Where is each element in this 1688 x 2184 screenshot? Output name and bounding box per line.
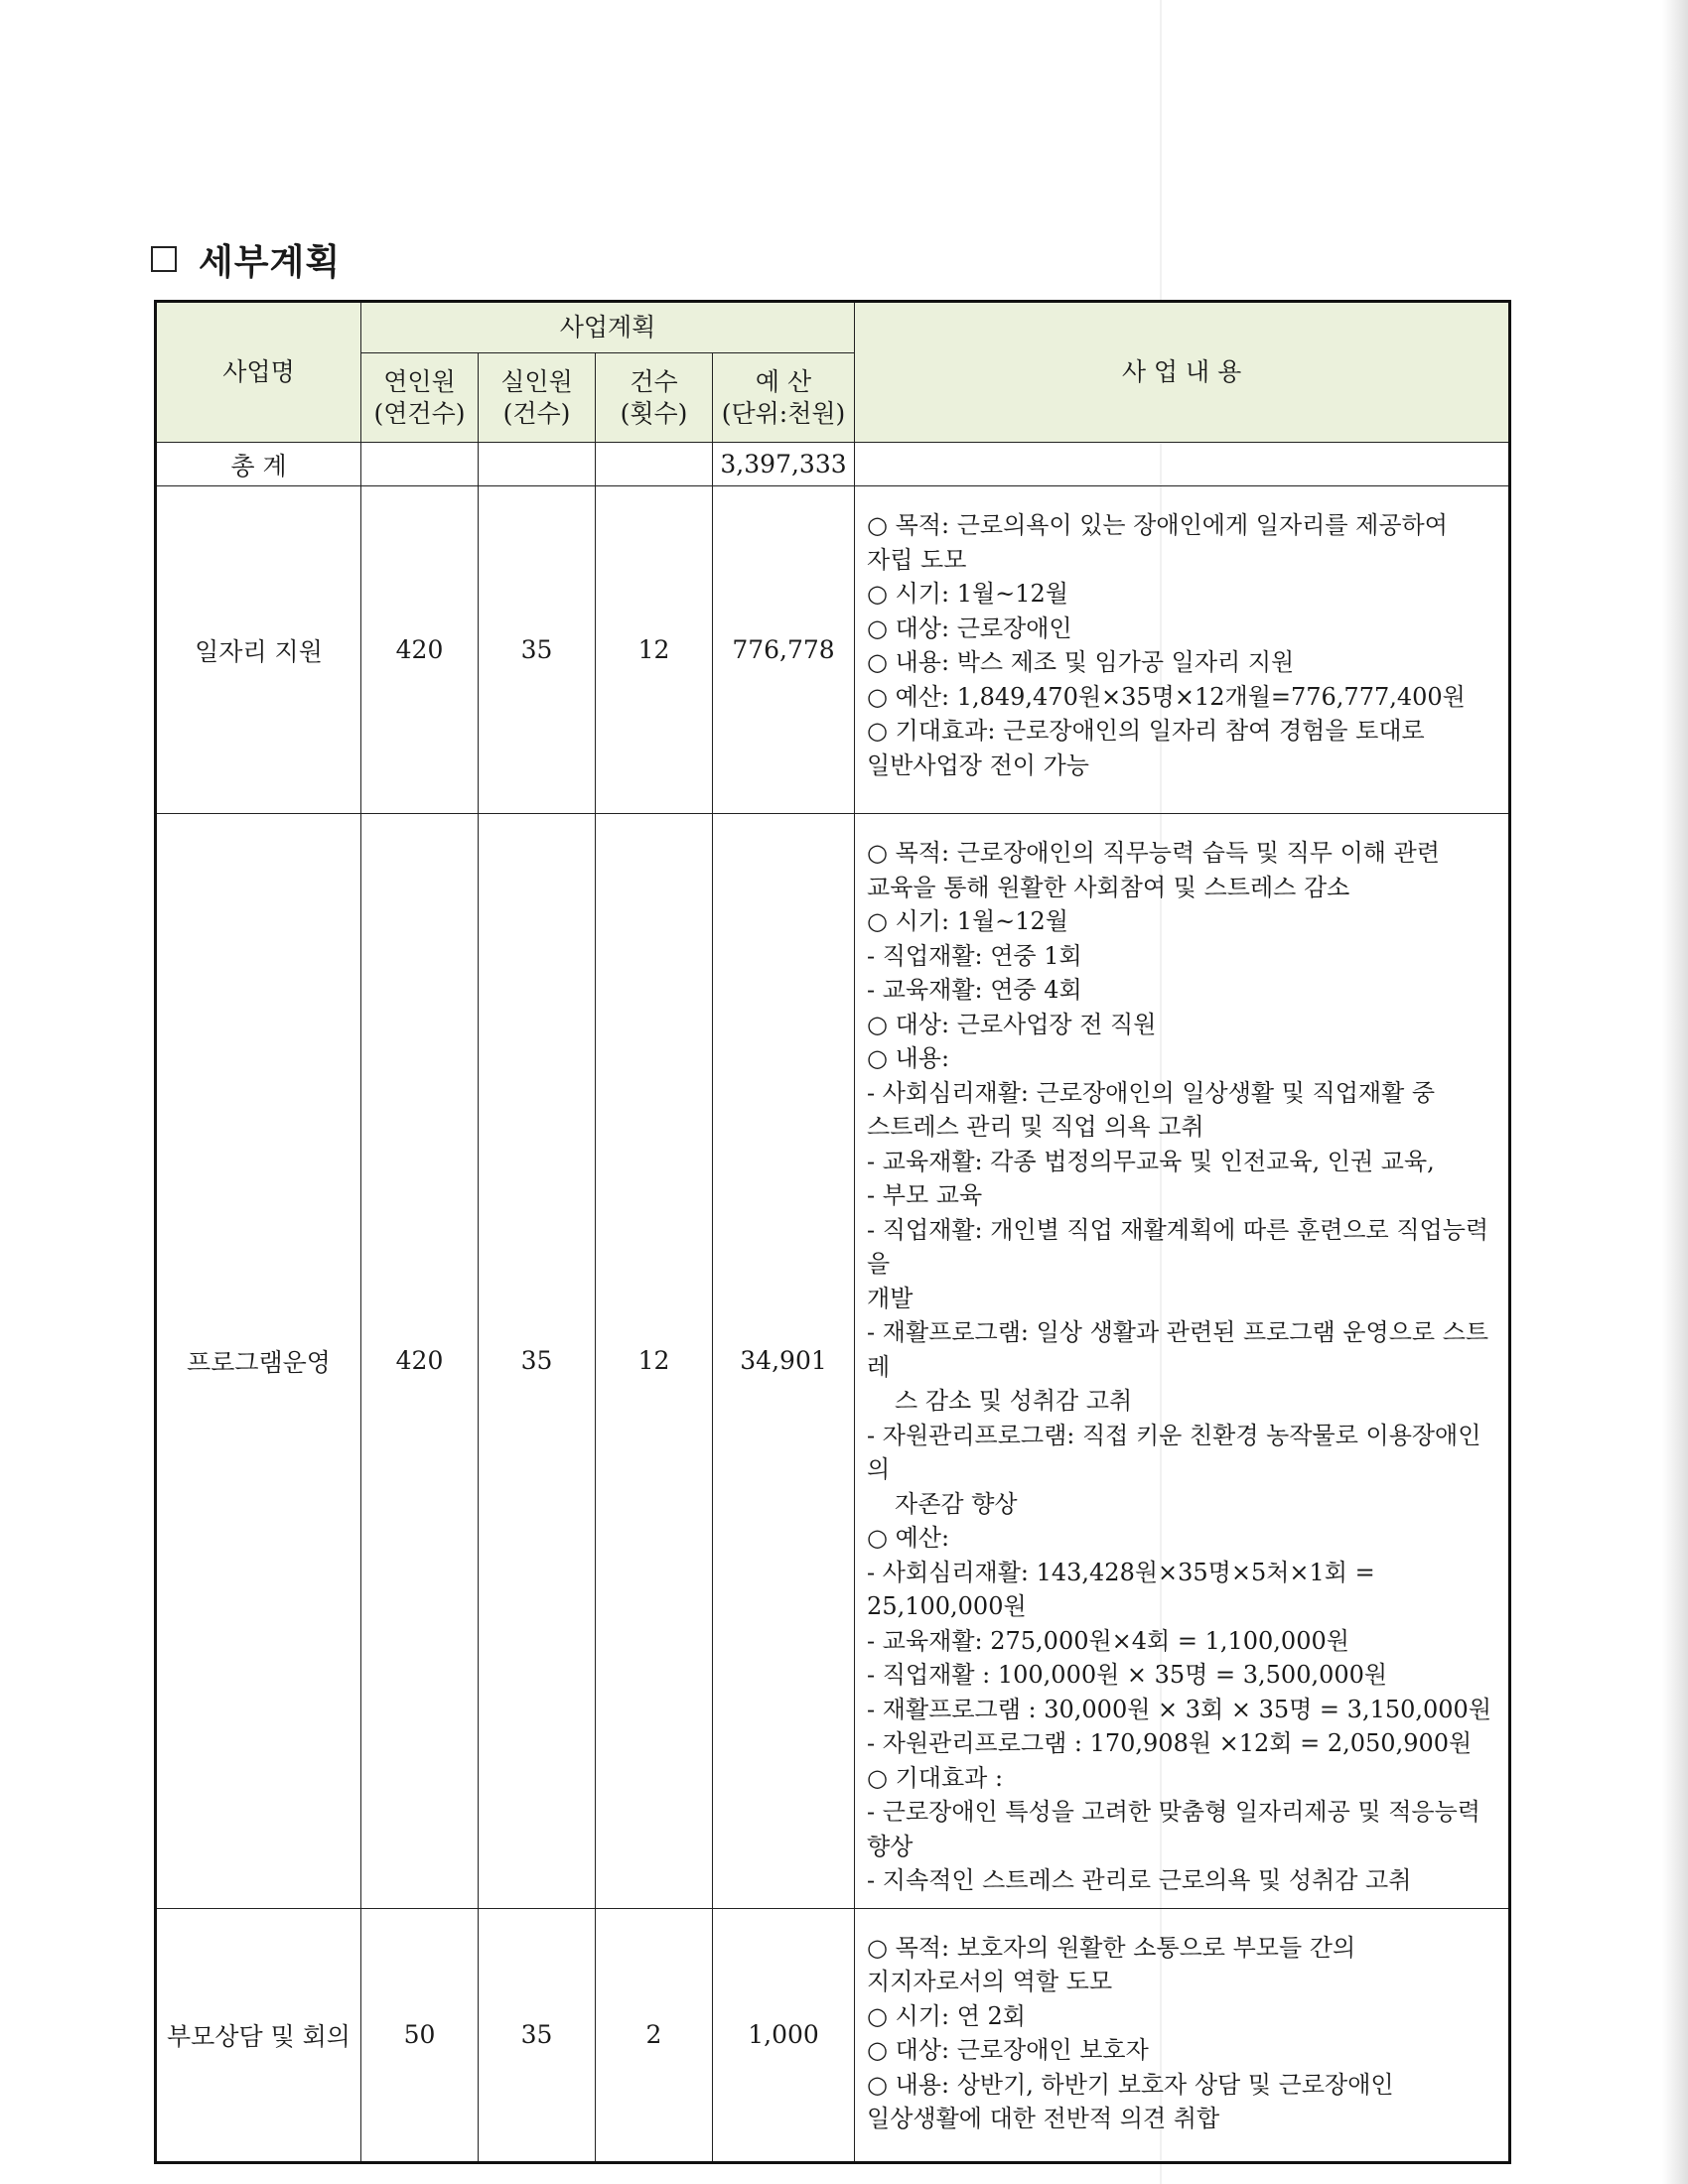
content-line: 자립 도모 xyxy=(867,545,967,574)
content-line: - 사회심리재활: 근로장애인의 일상생활 및 직업재활 중 xyxy=(867,1078,1436,1107)
row-budget: 34,901 xyxy=(713,814,855,1909)
row-annual: 50 xyxy=(361,1908,479,2162)
total-annual-empty xyxy=(361,443,479,486)
table-row xyxy=(156,1908,1510,2162)
content-line: 개발 xyxy=(867,1284,914,1312)
content-line: ○ 내용: 박스 제조 및 임가공 일자리 지원 xyxy=(867,648,1295,676)
header-budget-line2: (단위:천원) xyxy=(721,398,846,428)
row-budget: 1,000 xyxy=(713,1908,855,2162)
row-actual: 35 xyxy=(479,1908,596,2162)
content-line: ○ 대상: 근로사업장 전 직원 xyxy=(867,1010,1157,1038)
content-line: ○ 내용: xyxy=(867,1044,950,1072)
content-line: - 직업재활 : 100,000원 × 35명 = 3,500,000원 xyxy=(867,1661,1388,1689)
row-annual: 420 xyxy=(361,486,479,814)
content-line: ○ 기대효과 : xyxy=(867,1763,1004,1792)
row-content xyxy=(855,814,1510,1909)
header-business-content: 사 업 내 용 xyxy=(855,302,1510,443)
content-line: ○ 예산: 1,849,470원×35명×12개월=776,777,400원 xyxy=(867,682,1466,711)
content-line: ○ 시기: 연 2회 xyxy=(867,2001,1026,2030)
checkbox-square-icon xyxy=(151,246,177,272)
content-line: ○ 기대효과: 근로장애인의 일자리 참여 경험을 토대로 xyxy=(867,717,1425,745)
detail-plan-table xyxy=(154,300,1511,2164)
row-budget: 776,778 xyxy=(713,486,855,814)
content-line: - 자원관리프로그램: 직접 키운 친환경 농작물로 이용장애인의 xyxy=(867,1421,1481,1483)
row-actual: 35 xyxy=(479,486,596,814)
content-line: ○ 목적: 보호자의 원활한 소통으로 부모들 간의 xyxy=(867,1933,1356,1962)
content-line: ○ 시기: 1월~12월 xyxy=(867,907,1068,935)
content-line: - 교육재활: 275,000원×4회 = 1,100,000원 xyxy=(867,1626,1349,1655)
content-line: 교육을 통해 원활한 사회참여 및 스트레스 감소 xyxy=(867,873,1350,901)
row-count: 12 xyxy=(596,814,713,1909)
header-business-name: 사업명 xyxy=(156,302,361,443)
total-count-empty xyxy=(596,443,713,486)
header-annual-people-line1: 연인원 xyxy=(383,366,456,396)
content-line: 지지자로서의 역할 도모 xyxy=(867,1968,1113,1995)
content-line: ○ 예산: xyxy=(867,1524,950,1552)
content-line: - 근로장애인 특성을 고려한 맞춤형 일자리제공 및 적응능력 xyxy=(867,1798,1480,1826)
content-line: ○ 목적: 근로장애인의 직무능력 습득 및 직무 이해 관련 xyxy=(867,839,1440,867)
content-line: 자존감 향상 xyxy=(895,1489,1018,1518)
row-business-name: 부모상담 및 회의 xyxy=(156,1908,361,2162)
content-line: ○ 내용: 상반기, 하반기 보호자 상담 및 근로장애인 xyxy=(867,2070,1394,2099)
page-edge-shadow xyxy=(1662,0,1688,2184)
header-row-1 xyxy=(156,302,1510,353)
content-line: - 자원관리프로그램 : 170,908원 ×12회 = 2,050,900원 xyxy=(867,1729,1473,1757)
row-business-name: 일자리 지원 xyxy=(156,486,361,814)
total-row xyxy=(156,443,1510,486)
total-budget: 3,397,333 xyxy=(713,443,855,486)
header-actual-people-line2: (건수) xyxy=(502,398,571,428)
total-actual-empty xyxy=(479,443,596,486)
content-line: 스 감소 및 성취감 고취 xyxy=(895,1387,1133,1415)
row-count: 12 xyxy=(596,486,713,814)
content-line: ○ 시기: 1월~12월 xyxy=(867,580,1068,608)
table-row xyxy=(156,814,1510,1909)
content-line: 일반사업장 전이 가능 xyxy=(867,751,1089,779)
content-line: - 부모 교육 xyxy=(867,1181,983,1209)
header-count-line1: 건수 xyxy=(630,366,678,396)
content-line: 일상생활에 대한 전반적 의견 취합 xyxy=(867,2105,1220,2132)
row-count: 2 xyxy=(596,1908,713,2162)
header-annual-people-line2: (연건수) xyxy=(373,398,466,428)
header-budget-line1: 예 산 xyxy=(755,366,812,396)
content-line: - 사회심리재활: 143,428원×35명×5처×1회 = 25,100,000원 xyxy=(867,1558,1383,1620)
content-line: ○ 대상: 근로장애인 보호자 xyxy=(867,2036,1149,2064)
header-count xyxy=(596,353,713,443)
row-annual: 420 xyxy=(361,814,479,1909)
section-title: 세부계획 xyxy=(199,241,342,283)
header-actual-people xyxy=(479,353,596,443)
content-line: - 재활프로그램 : 30,000원 × 3회 × 35명 = 3,150,000원 xyxy=(867,1695,1491,1723)
header-actual-people-line1: 실인원 xyxy=(500,366,573,396)
content-line: - 직업재활: 연중 1회 xyxy=(867,941,1082,970)
content-line: 스트레스 관리 및 직업 의욕 고취 xyxy=(867,1113,1204,1141)
row-business-name: 프로그램운영 xyxy=(156,814,361,1909)
content-line: - 교육재활: 각종 법정의무교육 및 인전교육, 인권 교육, xyxy=(867,1147,1435,1175)
total-content-empty xyxy=(855,443,1510,486)
content-line: 향상 xyxy=(867,1832,914,1860)
row-content xyxy=(855,1908,1510,2162)
content-line: - 지속적인 스트레스 관리로 근로의욕 및 성취감 고취 xyxy=(867,1866,1412,1894)
content-line: - 직업재활: 개인별 직업 재활계획에 따른 훈련으로 직업능력을 xyxy=(867,1215,1489,1278)
row-actual: 35 xyxy=(479,814,596,1909)
content-line: - 재활프로그램: 일상 생활과 관련된 프로그램 운영으로 스트레 xyxy=(867,1318,1489,1381)
row-content xyxy=(855,486,1510,814)
content-line: ○ 목적: 근로의욕이 있는 장애인에게 일자리를 제공하여 xyxy=(867,511,1448,539)
header-budget xyxy=(713,353,855,443)
header-annual-people xyxy=(361,353,479,443)
header-count-line2: (횟수) xyxy=(620,398,688,428)
content-line: - 교육재활: 연중 4회 xyxy=(867,976,1082,1004)
header-business-plan: 사업계획 xyxy=(361,302,855,353)
content-line: ○ 대상: 근로장애인 xyxy=(867,614,1072,642)
total-label: 총 계 xyxy=(156,443,361,486)
section-heading xyxy=(151,234,341,284)
table-row xyxy=(156,486,1510,814)
